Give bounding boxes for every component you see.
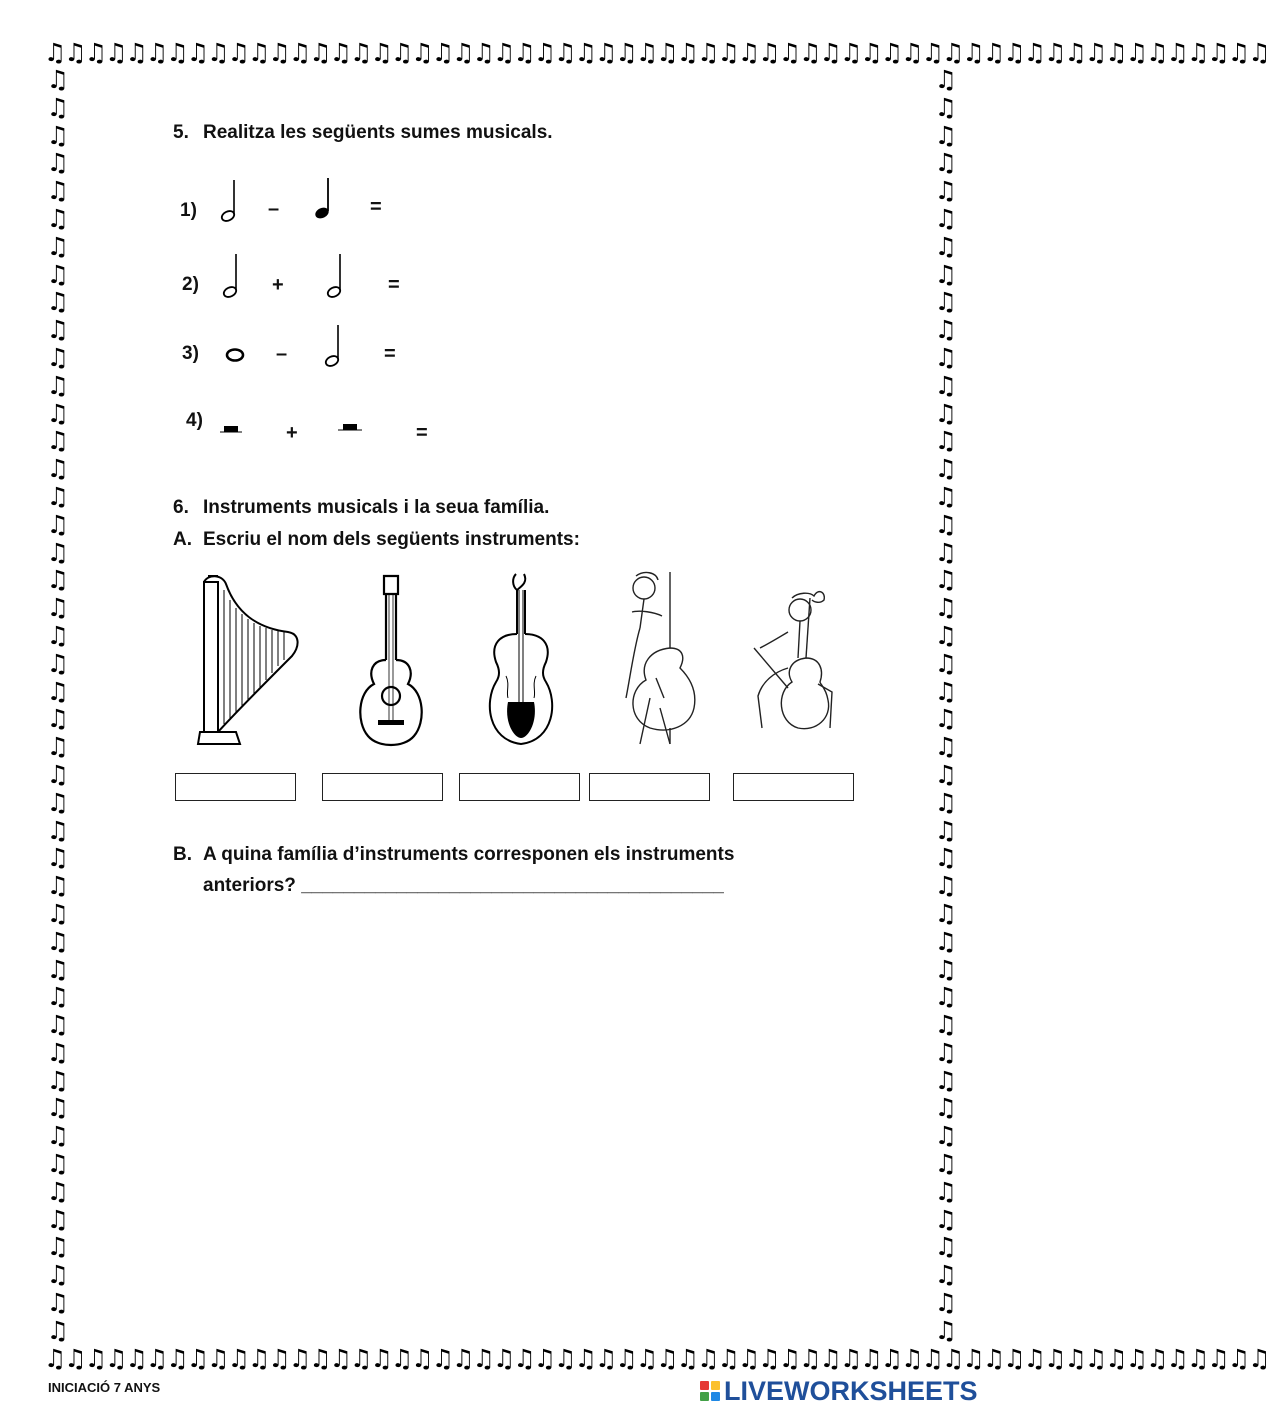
equals-sign: =: [370, 196, 382, 218]
quarter-note-icon: [312, 176, 336, 222]
right-note-border: ♫ ♫ ♫ ♫ ♫ ♫ ♫ ♫ ♫ ♫ ♫ ♫ ♫ ♫ ♫ ♫ ♫ ♫ ♫ ♫ ♫ ♫ ♫ ♫ ♫ ♫ ♫ ♫ ♫ ♫ ♫ ♫ ♫ ♫ ♫ ♫ ♫ ♫ ♫ ♫ ♫ ♫ ♫ ♫ ♫ ♫: [934, 65, 958, 1345]
left-note-border: ♫ ♫ ♫ ♫ ♫ ♫ ♫ ♫ ♫ ♫ ♫ ♫ ♫ ♫ ♫ ♫ ♫ ♫ ♫ ♫ ♫ ♫ ♫ ♫ ♫ ♫ ♫ ♫ ♫ ♫ ♫ ♫ ♫ ♫ ♫ ♫ ♫ ♫ ♫ ♫ ♫ ♫ ♫ ♫ ♫ ♫: [46, 65, 70, 1345]
part-b-heading: [173, 844, 734, 866]
whole-note-icon: [224, 347, 246, 363]
part-a-heading: [173, 529, 580, 551]
operator-plus: +: [272, 274, 284, 296]
operator-minus: –: [276, 343, 288, 365]
operator-minus: –: [268, 198, 280, 220]
liveworksheets-logo-icon: [700, 1381, 720, 1401]
sum-row-4: [180, 400, 480, 460]
cello-player-image: [748, 588, 844, 738]
sum-row-3: [180, 323, 480, 383]
equals-sign: =: [384, 343, 396, 365]
sum-row-label: 1): [180, 200, 197, 221]
half-note-icon: [322, 323, 346, 369]
part-b-answer-line[interactable]: [203, 875, 724, 897]
half-note-icon: [218, 178, 242, 224]
half-note-icon: [324, 252, 348, 300]
sum-row-label: 3): [182, 343, 199, 364]
footer-level-label: INICIACIÓ 7 ANYS: [48, 1380, 161, 1395]
logo-square: [700, 1381, 709, 1390]
question-6-title: Instruments musicals i la seua família.: [203, 497, 550, 518]
sum-row-1: [180, 178, 480, 238]
guitar-image: [354, 572, 428, 750]
part-a-text: Escriu el nom dels següents instruments:: [203, 529, 580, 550]
double-bass-player-image: [610, 568, 706, 746]
sum-row-label: 4): [186, 410, 203, 431]
answer-box-cello[interactable]: [733, 773, 854, 801]
question-6-heading: [173, 497, 549, 519]
equals-sign: =: [416, 422, 428, 444]
question-5-title: Realitza les següents sumes musicals.: [203, 122, 553, 143]
half-rest-icon: [338, 418, 364, 432]
logo-square: [711, 1392, 720, 1401]
half-note-icon: [220, 252, 244, 300]
question-5-heading: [173, 122, 553, 144]
part-b-letter: B.: [173, 844, 192, 865]
bottom-note-border: ♫♫♫♫♫♫♫♫♫♫♫♫♫♫♫♫♫♫♫♫♫♫♫♫♫♫♫♫♫♫♫♫♫♫♫♫♫♫♫♫♫♫♫♫♫♫♫♫♫♫♫♫♫♫♫♫♫♫♫♫: [44, 1344, 1269, 1373]
part-a-letter: A.: [173, 529, 192, 550]
harp-image: [196, 572, 304, 750]
sum-row-2: [180, 252, 480, 312]
answer-box-harp[interactable]: [175, 773, 296, 801]
top-note-border: ♫♫♫♫♫♫♫♫♫♫♫♫♫♫♫♫♫♫♫♫♫♫♫♫♫♫♫♫♫♫♫♫♫♫♫♫♫♫♫♫♫♫♫♫♫♫♫♫♫♫♫♫♫♫♫♫♫♫♫♫: [44, 38, 1269, 67]
question-5-number: 5.: [173, 122, 189, 143]
liveworksheets-wordmark: LIVEWORKSHEETS: [724, 1375, 978, 1406]
violin-image: [484, 572, 558, 750]
question-6-number: 6.: [173, 497, 189, 518]
logo-square: [700, 1392, 709, 1401]
equals-sign: =: [388, 274, 400, 296]
sum-row-label: 2): [182, 274, 199, 295]
logo-square: [711, 1381, 720, 1390]
operator-plus: +: [286, 422, 298, 444]
answer-box-guitar[interactable]: [322, 773, 443, 801]
part-b-line-2: anteriors? ________________________________________: [203, 875, 724, 896]
answer-box-violin[interactable]: [459, 773, 580, 801]
half-rest-icon: [220, 420, 244, 434]
part-b-line-1: A quina família d’instruments corresponen els instruments: [203, 844, 735, 865]
answer-box-double-bass[interactable]: [589, 773, 710, 801]
liveworksheets-brand[interactable]: [700, 1376, 978, 1406]
